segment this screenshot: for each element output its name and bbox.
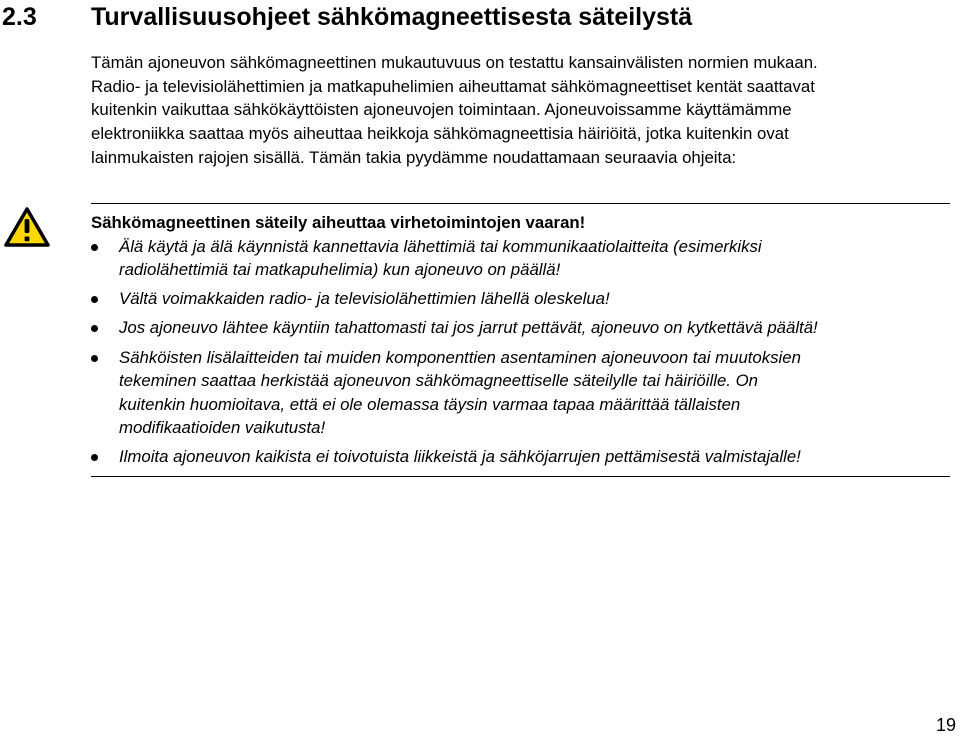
intro-paragraph (91, 51, 957, 170)
warning-triangle-icon (4, 206, 50, 248)
section-number: 2.3 (2, 3, 37, 31)
warning-item-line: kuitenkin huomioitava, että ei ole olemassa täysin varmaa tapaa määrittää tällaisten (119, 394, 741, 414)
warning-item-line: Ilmoita ajoneuvon kaikista ei toivotuista liikkeistä ja sähköjarrujen pettämisestä valmistajalle! (119, 447, 801, 466)
bullet-icon (91, 355, 98, 362)
bullet-icon (91, 244, 98, 251)
warning-heading: Sähkömagneettinen säteily aiheuttaa virhetoimintojen vaaran! (91, 213, 586, 232)
intro-line: kuitenkin vaikuttaa sähkökäyttöisten ajoneuvojen toimintaan. Ajoneuvoissamme käyttämämme (91, 100, 792, 120)
bullet-icon (91, 454, 98, 461)
warning-top-rule (91, 203, 950, 204)
warning-item-line: Vältä voimakkaiden radio- ja televisiolähettimien lähellä oleskelua! (119, 289, 610, 308)
intro-line: elektroniikka saattaa myös aiheuttaa heikkoja sähkömagneettisia häiriöitä, jotka kuitenkin ovat (91, 124, 789, 144)
warning-item-line: Sähköisten lisälaitteiden tai muiden komponenttien asentaminen ajoneuvoon tai muutoksien (119, 348, 801, 367)
warning-item-line: modifikaatioiden vaikutusta! (119, 417, 326, 437)
bullet-icon (91, 325, 98, 332)
intro-line: lainmukaisten rajojen sisällä. Tämän takia pyydämme noudattamaan seuraavia ohjeita: (91, 147, 737, 167)
intro-line: Radio- ja televisiolähettimien ja matkapuhelimien aiheuttamat sähkömagneettiset kentät saattavat (91, 76, 815, 96)
warning-item-line: Jos ajoneuvo lähtee käyntiin tahattomasti tai jos jarrut pettävät, ajoneuvo on kytkettävä päältä! (119, 318, 818, 337)
warning-item-line: radiolähettimiä tai matkapuhelimia) kun ajoneuvo on päällä! (119, 260, 561, 280)
bullet-icon (91, 296, 98, 303)
intro-line: Tämän ajoneuvon sähkömagneettinen mukautuvuus on testattu kansainvälisten normien mukaan. (91, 53, 818, 72)
warning-item-line: Älä käytä ja älä käynnistä kannettavia lähettimiä tai kommunikaatiolaitteita (esimerkiksi (119, 237, 762, 256)
section-title: Turvallisuusohjeet sähkömagneettisesta säteilystä (91, 3, 693, 31)
page-number: 19 (935, 715, 956, 735)
warning-bottom-rule (91, 476, 950, 477)
warning-item-line: tekeminen saattaa herkistää ajoneuvon sähkömagneettiselle säteilylle tai häiriöille. On (119, 371, 758, 391)
